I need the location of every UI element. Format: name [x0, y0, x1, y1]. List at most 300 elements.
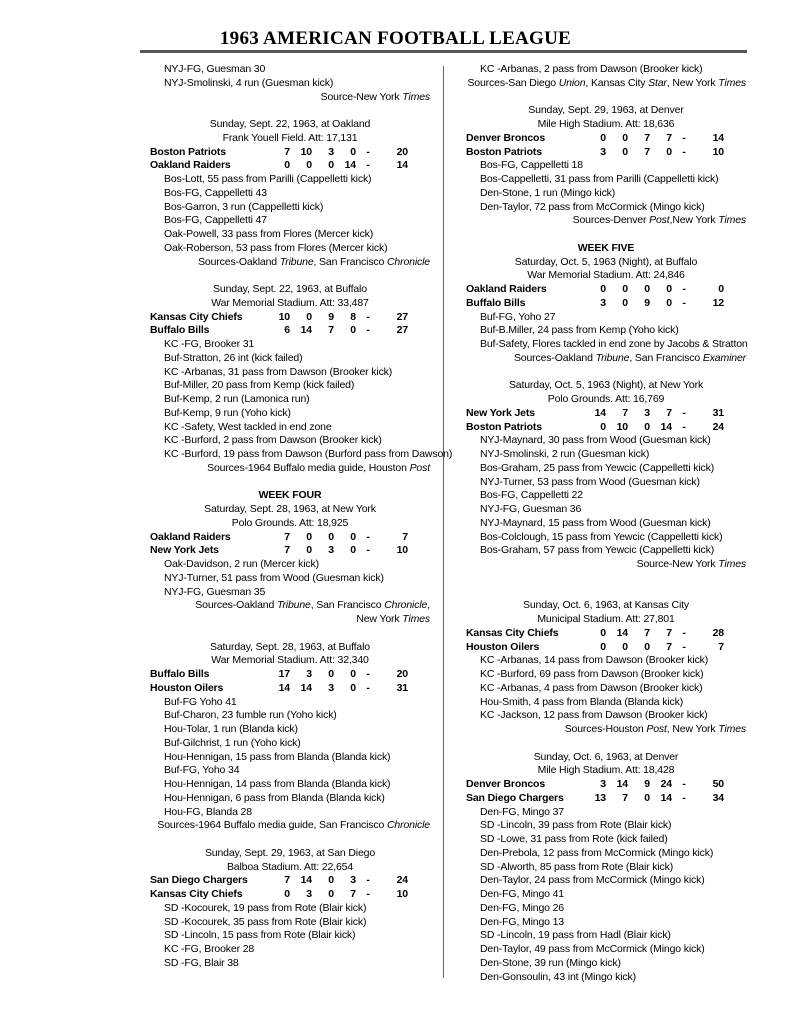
quarter-score: 9 — [644, 778, 650, 790]
quarter-score: 0 — [666, 296, 672, 309]
scoring-play: SD -Kocourek, 19 pass from Rote (Blair kick) — [164, 901, 367, 914]
source-line — [466, 352, 746, 366]
scoring-play: Buf-Charon, 23 fumble run (Yoho kick) — [164, 709, 337, 722]
source-text: Star — [648, 76, 667, 89]
game-header: Polo Grounds. Att: 18,925 — [231, 516, 349, 529]
score-dash: - — [682, 640, 686, 653]
team-name: San Diego Chargers — [150, 874, 248, 887]
scoring-play: KC -Arbanas, 31 pass from Dawson (Brooker kick) — [164, 365, 393, 378]
scoring-play: KC -Arbanas, 2 pass from Dawson (Brooker kick) — [480, 63, 703, 75]
score-row — [466, 146, 746, 160]
quarter-score: 14 — [594, 406, 606, 419]
game-header: Sunday, Sept. 29, 1963, at Denver — [528, 104, 684, 117]
score-dash: - — [682, 145, 686, 158]
game-header: Municipal Stadium. Att: 27,801 — [537, 613, 675, 625]
quarter-score: 0 — [306, 544, 312, 557]
scoring-play: Hou-Tolar, 1 run (Blanda kick) — [164, 723, 298, 735]
scoring-play: SD -Lincoln, 19 pass from Hadl (Blair kick) — [480, 929, 671, 942]
quarter-score: 0 — [350, 544, 356, 557]
game-header: Saturday, Oct. 5, 1963 (Night), at New York — [508, 379, 704, 392]
source-text: Sources-Oakland — [198, 255, 280, 268]
scoring-play: Bos-Graham, 25 pass from Yewcic (Cappelletti kick) — [480, 461, 715, 474]
game-header: Sunday, Sept. 22, 1963, at Buffalo — [213, 283, 367, 295]
scoring-play: SD -Lincoln, 39 pass from Rote (Blair kick) — [480, 819, 672, 832]
source-text: Sources-San Diego — [467, 76, 559, 89]
score-dash: - — [682, 791, 686, 804]
scoring-play: KC -Arbanas, 4 pass from Dawson (Brooker kick) — [480, 681, 703, 694]
final-score: 12 — [712, 296, 724, 309]
quarter-score: 0 — [350, 530, 356, 543]
spacer — [150, 269, 430, 283]
final-score: 24 — [712, 420, 724, 433]
scoring-play: Hou-Hennigan, 14 pass from Blanda (Blanda kick) — [164, 778, 391, 790]
source-text: Post — [646, 723, 667, 735]
quarter-score: 0 — [284, 888, 290, 900]
scoring-play: Bos-Garron, 3 run (Cappelletti kick) — [164, 200, 324, 213]
game-header: Saturday, Oct. 5, 1963 (Night), at Buffalo — [514, 255, 698, 268]
team-name: New York Jets — [466, 406, 535, 419]
scoring-play: Bos-FG, Cappelletti 47 — [164, 214, 267, 227]
scoring-play: KC -Safety, West tackled in end zone — [164, 420, 332, 433]
quarter-score: 14 — [300, 874, 312, 887]
score-row — [150, 544, 430, 558]
quarter-score: 9 — [644, 296, 650, 309]
quarter-score: 7 — [622, 791, 628, 804]
week-heading: WEEK FIVE — [577, 241, 635, 254]
source-line — [150, 613, 430, 627]
quarter-score: 7 — [328, 324, 334, 337]
quarter-score: 0 — [284, 159, 290, 172]
quarter-score: 0 — [350, 145, 356, 158]
score-dash: - — [366, 324, 370, 337]
quarter-score: 24 — [660, 778, 672, 790]
scoring-play: NYJ-FG, Guesman 35 — [164, 585, 266, 598]
quarter-score: 3 — [306, 668, 312, 680]
quarter-score: 8 — [350, 310, 356, 323]
source-text: Post — [649, 214, 670, 227]
source-line — [150, 256, 430, 270]
quarter-score: 0 — [622, 640, 628, 653]
scoring-play: Den-FG, Mingo 41 — [480, 888, 564, 900]
quarter-score: 0 — [306, 530, 312, 543]
scoring-play: Bos-Lott, 55 pass from Parilli (Cappelletti kick) — [164, 173, 372, 185]
game-header: Sunday, Oct. 6, 1963, at Kansas City — [523, 599, 689, 612]
game-header: Sunday, Oct. 6, 1963, at Denver — [533, 750, 679, 763]
score-dash: - — [366, 681, 370, 694]
game-header: Frank Youell Field. Att: 17,131 — [222, 131, 358, 144]
right-column — [466, 63, 746, 984]
spacer — [466, 737, 746, 751]
source-line — [150, 462, 430, 476]
source-text: , New York — [666, 76, 719, 89]
score-row — [150, 682, 430, 696]
quarter-score: 14 — [300, 681, 312, 694]
scoring-play: Den-Taylor, 24 pass from McCormick (Mingo kick) — [480, 874, 705, 887]
final-score: 24 — [396, 874, 408, 887]
quarter-score: 3 — [600, 296, 606, 309]
quarter-score: 3 — [350, 874, 356, 887]
quarter-score: 3 — [600, 145, 606, 158]
scoring-play: Hou-FG, Blanda 28 — [164, 805, 252, 818]
quarter-score: 3 — [328, 544, 334, 557]
quarter-score: 0 — [350, 681, 356, 694]
spacer — [150, 476, 430, 490]
source-text: Sources-Oakland — [513, 351, 596, 364]
team-name: Oakland Raiders — [150, 530, 231, 543]
source-text: Times — [402, 90, 430, 103]
score-row — [466, 421, 746, 435]
quarter-score: 3 — [306, 888, 312, 900]
quarter-score: 0 — [350, 668, 356, 680]
source-text: Sources-Oakland — [195, 599, 277, 612]
source-text: , San Francisco — [629, 351, 703, 364]
quarter-score: 7 — [284, 544, 290, 557]
quarter-score: 3 — [644, 406, 650, 419]
score-row — [150, 668, 430, 682]
scoring-play: KC -Jackson, 12 pass from Dawson (Brooker kick) — [480, 709, 708, 722]
scoring-play: Buf-B.Miller, 24 pass from Kemp (Yoho kick) — [480, 324, 679, 337]
scoring-play: Bos-FG, Cappelletti 22 — [480, 489, 583, 502]
scoring-play: Den-FG, Mingo 13 — [480, 915, 564, 928]
scoring-play: Buf-Safety, Flores tackled in end zone by Jacobs & Stratton — [480, 338, 748, 350]
scoring-play: Hou-Smith, 4 pass from Blanda (Blanda kick) — [480, 695, 684, 708]
quarter-score: 0 — [644, 283, 650, 295]
quarter-score: 0 — [622, 145, 628, 158]
scoring-play: Hou-Hennigan, 15 pass from Blanda (Blanda kick) — [164, 750, 391, 763]
source-text: Times — [718, 76, 746, 89]
score-row — [466, 283, 746, 297]
scoring-play: KC -Burford, 69 pass from Dawson (Brooker kick) — [480, 668, 704, 680]
source-text: Union — [558, 76, 586, 89]
scoring-play: Den-FG, Mingo 26 — [480, 901, 564, 914]
scoring-play: SD -Alworth, 85 pass from Rote (Blair kick) — [480, 860, 674, 873]
spacer — [466, 586, 746, 600]
quarter-score: 0 — [644, 420, 650, 433]
quarter-score: 0 — [600, 626, 606, 639]
score-dash: - — [682, 296, 686, 309]
scoring-play: NYJ-Smolinski, 4 run (Guesman kick) — [164, 76, 334, 89]
quarter-score: 9 — [328, 310, 334, 323]
game-header: Polo Grounds. Att: 16,769 — [547, 393, 665, 405]
quarter-score: 0 — [328, 874, 334, 887]
scoring-play: SD -Lincoln, 15 pass from Rote (Blair kick) — [164, 929, 356, 942]
scoring-play: Oak-Davidson, 2 run (Mercer kick) — [164, 558, 319, 570]
final-score: 31 — [712, 406, 724, 419]
score-dash: - — [366, 310, 370, 323]
source-text: , — [427, 599, 430, 612]
spacer — [150, 627, 430, 641]
source-line — [466, 558, 746, 572]
source-text: Source-New York — [636, 558, 719, 570]
source-text: Times — [718, 558, 746, 570]
scoring-play: KC -Arbanas, 14 pass from Dawson (Brooker kick) — [480, 654, 709, 667]
scoring-play: Hou-Hennigan, 6 pass from Blanda (Blanda kick) — [164, 791, 385, 804]
quarter-score: 7 — [284, 145, 290, 158]
scoring-play: NYJ-Maynard, 30 pass from Wood (Guesman kick) — [480, 434, 711, 447]
source-text: , San Francisco — [310, 599, 385, 612]
quarter-score: 14 — [660, 420, 672, 433]
spacer — [466, 572, 746, 586]
scoring-play: Den-FG, Mingo 37 — [480, 805, 564, 818]
quarter-score: 0 — [622, 283, 628, 295]
scoring-play: SD -FG, Blair 38 — [164, 956, 239, 969]
source-text: Times — [718, 723, 746, 735]
quarter-score: 14 — [278, 681, 290, 694]
game-header: War Memorial Stadium. Att: 32,340 — [211, 654, 369, 667]
scoring-play: NYJ-Turner, 53 pass from Wood (Guesman kick) — [480, 475, 700, 488]
source-text: , Kansas City — [585, 76, 649, 89]
final-score: 7 — [718, 640, 724, 653]
source-text: ,New York — [669, 214, 719, 227]
source-line — [466, 77, 746, 91]
quarter-score: 0 — [328, 159, 334, 172]
final-score: 50 — [712, 778, 724, 790]
source-text: Times — [718, 214, 746, 227]
week-heading: WEEK FOUR — [258, 489, 322, 502]
scoring-play: Bos-Cappelletti, 31 pass from Parilli (Cappelletti kick) — [480, 173, 719, 185]
source-line — [466, 214, 746, 228]
team-name: Kansas City Chiefs — [150, 310, 243, 323]
final-score: 10 — [396, 888, 408, 900]
quarter-score: 0 — [600, 131, 606, 144]
quarter-score: 13 — [594, 791, 606, 804]
quarter-score: 10 — [616, 420, 628, 433]
game-header: Sunday, Sept. 29, 1963, at San Diego — [204, 846, 376, 859]
score-dash: - — [682, 131, 686, 144]
scoring-play: KC -FG, Brooker 31 — [164, 338, 255, 350]
source-line — [150, 819, 430, 833]
page-title: 1963 AMERICAN FOOTBALL LEAGUE — [219, 28, 572, 49]
source-text: Source-New York — [320, 90, 403, 103]
score-row — [150, 324, 430, 338]
quarter-score: 14 — [660, 791, 672, 804]
score-dash: - — [366, 145, 370, 158]
scoring-play: Buf-Miller, 20 pass from Kemp (kick failed) — [164, 379, 355, 392]
source-text: Times — [402, 613, 430, 625]
scoring-play: Oak-Roberson, 53 pass from Flores (Mercer kick) — [164, 241, 388, 254]
score-row — [150, 159, 430, 173]
final-score: 20 — [396, 668, 408, 680]
score-dash: - — [682, 626, 686, 639]
team-name: Boston Patriots — [150, 145, 226, 158]
quarter-score: 3 — [600, 778, 606, 790]
team-name: Houston Oilers — [466, 640, 540, 653]
team-name: New York Jets — [150, 544, 219, 557]
scoring-play: NYJ-FG, Guesman 30 — [164, 63, 266, 75]
source-line — [150, 91, 430, 105]
score-row — [466, 627, 746, 641]
score-dash: - — [682, 283, 686, 295]
score-row — [150, 531, 430, 545]
score-row — [150, 888, 430, 902]
scoring-play: Den-Prebola, 12 pass from McCormick (Mingo kick) — [480, 846, 714, 859]
scoring-play: KC -Burford, 19 pass from Dawson (Burford pass from Dawson) — [164, 448, 453, 460]
quarter-score: 7 — [666, 131, 672, 144]
quarter-score: 14 — [616, 626, 628, 639]
score-row — [150, 146, 430, 160]
scoring-play: Oak-Powell, 33 pass from Flores (Mercer kick) — [164, 228, 374, 240]
scoring-play: Buf-Gilchrist, 1 run (Yoho kick) — [164, 736, 301, 749]
scoring-play: Bos-Colclough, 15 pass from Yewcic (Cappelletti kick) — [480, 530, 723, 543]
scoring-play: NYJ-Turner, 51 pass from Wood (Guesman kick) — [164, 571, 384, 584]
quarter-score: 0 — [666, 283, 672, 295]
scoring-play: NYJ-FG, Guesman 36 — [480, 503, 582, 515]
team-name: Denver Broncos — [466, 778, 546, 790]
quarter-score: 17 — [278, 668, 290, 680]
scoring-play: Buf-Kemp, 2 run (Lamonica run) — [164, 393, 310, 405]
team-name: Buffalo Bills — [150, 324, 210, 337]
source-text: Tribune — [595, 351, 630, 364]
scoring-play: Den-Gonsoulin, 43 int (Mingo kick) — [480, 970, 636, 983]
quarter-score: 0 — [622, 131, 628, 144]
final-score: 27 — [396, 324, 408, 337]
quarter-score: 0 — [306, 159, 312, 172]
spacer — [466, 228, 746, 242]
game-header: Saturday, Sept. 28, 1963, at Buffalo — [210, 640, 370, 653]
score-dash: - — [366, 544, 370, 557]
score-row — [466, 792, 746, 806]
team-name: Houston Oilers — [150, 681, 224, 694]
source-text: Chronicle — [386, 255, 430, 268]
quarter-score: 10 — [278, 310, 290, 323]
source-text: , San Francisco — [313, 255, 387, 268]
score-dash: - — [682, 406, 686, 419]
quarter-score: 0 — [328, 668, 334, 680]
score-row — [466, 778, 746, 792]
scoring-play: NYJ-Smolinski, 2 run (Guesman kick) — [480, 448, 650, 460]
scoring-play: SD -Kocourek, 35 pass from Rote (Blair kick) — [164, 915, 367, 928]
quarter-score: 0 — [622, 296, 628, 309]
quarter-score: 0 — [600, 420, 606, 433]
quarter-score: 7 — [644, 626, 650, 639]
final-score: 34 — [712, 791, 724, 804]
scoring-play: Den-Taylor, 72 pass from McCormick (Mingo kick) — [480, 200, 705, 213]
quarter-score: 14 — [344, 159, 356, 172]
scoring-play: Buf-FG, Yoho 27 — [480, 310, 556, 323]
final-score: 31 — [396, 681, 408, 694]
spacer — [466, 366, 746, 380]
score-dash: - — [366, 888, 370, 900]
quarter-score: 3 — [328, 145, 334, 158]
final-score: 28 — [712, 626, 724, 639]
quarter-score: 7 — [644, 131, 650, 144]
quarter-score: 0 — [306, 310, 312, 323]
spacer — [150, 833, 430, 847]
quarter-score: 0 — [666, 145, 672, 158]
scoring-play: Bos-Graham, 57 pass from Yewcic (Cappelletti kick) — [480, 544, 715, 557]
quarter-score: 3 — [328, 681, 334, 694]
game-header: Balboa Stadium. Att: 22,654 — [226, 860, 354, 873]
final-score: 27 — [396, 310, 408, 323]
final-score: 14 — [712, 131, 724, 144]
quarter-score: 7 — [644, 145, 650, 158]
team-name: San Diego Chargers — [466, 791, 564, 804]
column-divider — [443, 66, 444, 978]
team-name: Kansas City Chiefs — [150, 888, 243, 900]
source-text: Tribune — [276, 599, 311, 612]
game-header: Mile High Stadium. Att: 18,636 — [537, 118, 675, 130]
scoring-play: Buf-FG, Yoho 34 — [164, 764, 240, 777]
source-text: Sources-Denver — [572, 214, 650, 227]
quarter-score: 0 — [644, 791, 650, 804]
quarter-score: 7 — [284, 530, 290, 543]
score-row — [466, 641, 746, 655]
scoring-play: Den-Stone, 39 run (Mingo kick) — [480, 956, 621, 969]
scoring-play: NYJ-Maynard, 15 pass from Wood (Guesman kick) — [480, 516, 711, 529]
quarter-score: 7 — [284, 874, 290, 887]
team-name: Oakland Raiders — [150, 159, 231, 172]
score-dash: - — [366, 874, 370, 887]
quarter-score: 14 — [300, 324, 312, 337]
final-score: 20 — [396, 145, 408, 158]
spacer — [466, 91, 746, 105]
score-row — [150, 874, 430, 888]
left-column — [150, 63, 453, 971]
scoring-play: KC -Burford, 2 pass from Dawson (Brooker kick) — [164, 434, 382, 447]
team-name: Oakland Raiders — [466, 283, 547, 295]
game-header: Sunday, Sept. 22, 1963, at Oakland — [209, 118, 371, 130]
final-score: 7 — [402, 530, 408, 543]
source-text: Post — [409, 461, 430, 474]
quarter-score: 6 — [284, 324, 290, 337]
source-text: Examiner — [702, 351, 746, 364]
scoring-play: Den-Taylor, 49 pass from McCormick (Mingo kick) — [480, 943, 705, 955]
source-text: , New York — [666, 723, 719, 735]
score-row — [466, 297, 746, 311]
source-text: Chronicle — [384, 599, 428, 612]
quarter-score: 0 — [328, 888, 334, 900]
scoring-play: SD -Lowe, 31 pass from Rote (kick failed) — [480, 833, 668, 845]
source-line — [466, 723, 746, 737]
final-score: 0 — [718, 283, 724, 295]
quarter-score: 7 — [666, 640, 672, 653]
score-dash: - — [366, 530, 370, 543]
game-header: Saturday, Sept. 28, 1963, at New York — [204, 503, 376, 515]
scoring-play: Buf-Stratton, 26 int (kick failed) — [164, 351, 303, 364]
team-name: Kansas City Chiefs — [466, 626, 559, 639]
scoring-play: KC -FG, Brooker 28 — [164, 943, 255, 955]
quarter-score: 10 — [300, 145, 312, 158]
scoring-play: Bos-FG, Cappelletti 43 — [164, 186, 267, 199]
final-score: 10 — [712, 145, 724, 158]
game-header: War Memorial Stadium. Att: 33,487 — [211, 296, 369, 309]
quarter-score: 0 — [600, 283, 606, 295]
team-name: Boston Patriots — [466, 145, 542, 158]
team-name: Denver Broncos — [466, 131, 546, 144]
score-row — [466, 407, 746, 421]
score-row — [466, 132, 746, 146]
final-score: 14 — [396, 159, 408, 172]
source-text: Sources-1964 Buffalo media guide, San Francisco — [157, 819, 387, 832]
source-text: Sources-Houston — [564, 723, 647, 735]
source-text: Chronicle — [386, 819, 430, 832]
team-name: Buffalo Bills — [150, 668, 210, 680]
quarter-score: 7 — [666, 406, 672, 419]
score-dash: - — [366, 668, 370, 680]
quarter-score: 7 — [622, 406, 628, 419]
team-name: Buffalo Bills — [466, 296, 526, 309]
spacer — [150, 104, 430, 118]
source-text: Sources-1964 Buffalo media guide, Houston — [207, 461, 410, 474]
source-text: Tribune — [279, 255, 314, 268]
title-rule — [140, 50, 747, 53]
team-name: Boston Patriots — [466, 420, 542, 433]
source-text: New York — [356, 613, 403, 625]
source-line — [150, 599, 430, 613]
score-dash: - — [682, 420, 686, 433]
quarter-score: 0 — [600, 640, 606, 653]
quarter-score: 7 — [350, 888, 356, 900]
